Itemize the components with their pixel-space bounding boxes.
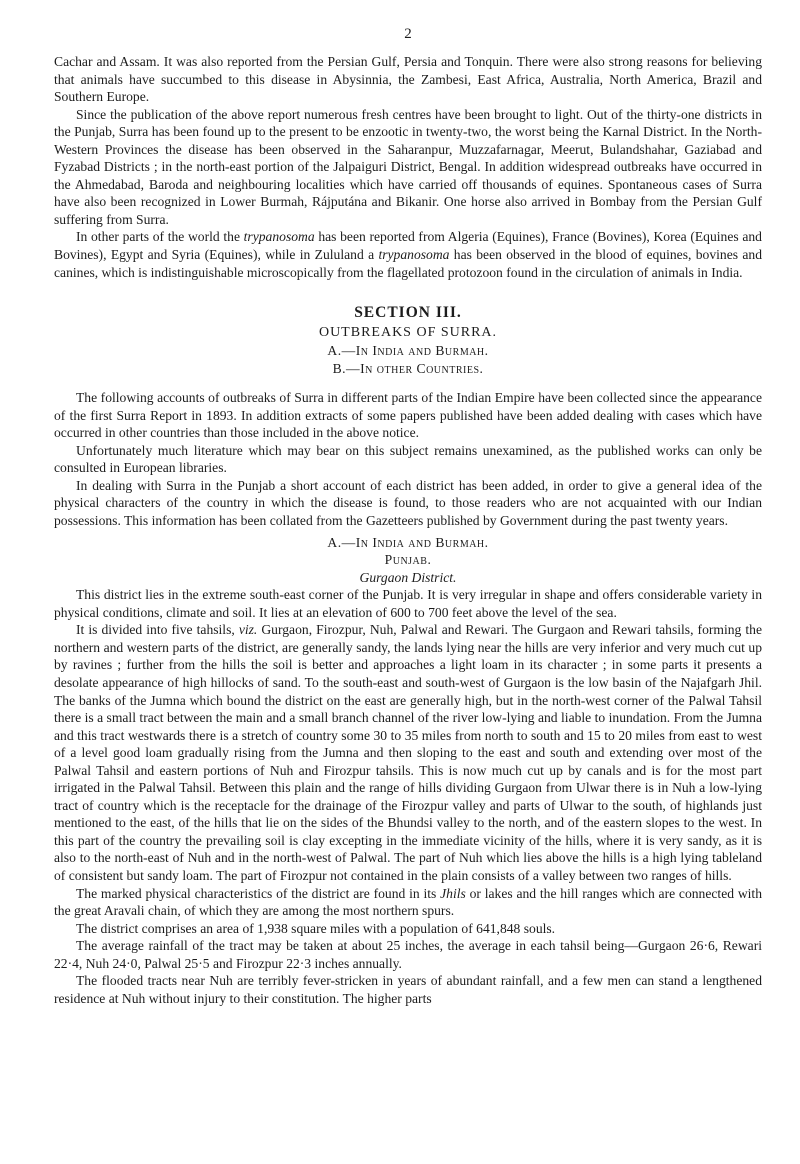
subhead-gurgaon xyxy=(54,569,762,587)
section-subtitle: OUTBREAKS OF SURRA. xyxy=(318,325,498,341)
rainfall-paragraph: The average rainfall of the tract may be taken at about 25 inches, the average in each tahsil being—Gurgaon 26·6, Rewari 22·4, Nuh 24·0, Palwal 25·5 and Firozpur 22·3 inches annually. xyxy=(54,938,762,971)
jhils-pre: The marked physical characteristics of the district are found in its xyxy=(76,885,441,901)
jhils-paragraph xyxy=(54,885,762,920)
subhead-gurgaon-text: Gurgaon District. xyxy=(359,569,457,585)
trypanosoma-mid: has been reported from Algeria (Equines), France (Bovines), Korea (Equines and Bovines), Egypt and Syria (Equines), while in Zululand a xyxy=(54,229,762,263)
subhead-india-burmah: A.—In India and Burmah. xyxy=(327,534,489,550)
section-paragraph-3: In dealing with Surra in the Punjab a short account of each district has been added, in order to give a general idea of the physical characters of the country in which the disease is found, to those readers who are not acquainted with our Indian possessions. This information has been collated from the Gazetteers published by Government during the past twenty years. xyxy=(54,477,762,529)
section-paragraph-1: The following accounts of outbreaks of Surra in different parts of the Indian Empire have been collected since the appearance of the first Surra Report in 1893. In addition extracts of some papers published have been added dealing with cases which have occurred in other countries than those included in the above notice. xyxy=(54,390,762,441)
jhils-post: or lakes and the hill ranges which are connected with the great Aravali chain, of which they are among the most northern spurs. xyxy=(54,885,762,919)
tahsils-viz: viz. xyxy=(238,622,258,638)
fever-paragraph: The flooded tracts near Nuh are terribly fever-stricken in years of abundant rainfall, and a few men can stand a lengthened residence at Nuh without injury to their constitution. The higher parts xyxy=(54,973,762,1006)
section-paragraph-2: Unfortunately much literature which may bear on this subject remains unexamined, as the published works can only be consulted in European libraries. xyxy=(54,442,762,476)
trypanosoma-post: has been observed in the blood of equines, bovines and canines, which is indistinguishable microscopically from the flagellated protozoon found in the circulation of animals in India. xyxy=(54,247,762,280)
area-paragraph: The district comprises an area of 1,938 square miles with a population of 641,848 souls. xyxy=(76,920,556,936)
intro-paragraph-2: Since the publication of the above report numerous fresh centres have been brought to light. Out of the thirty-one districts in the Punjab, Surra has been found up to the present to be enzootic in twenty-two, the worst being the Karnal District. In the North-Western Provinces the disease has been observed in the Saharanpur, Muzzafarnagar, Meerut, Bulandshahar, Gaziabad and Fyzabad Districts ; in the north-east portion of the Jalpaiguri District, Bengal. In addition widespread outbreaks have occurred in the Ahmedabad, Baroda and neighbouring localities which have carried off thousands of equines. Spontaneous cases of Surra have also been recognized in Lower Burmah, Rájputána and Bikanir. One horse also arrived in Bombay from the Persian Gulf suffering from Surra. xyxy=(54,106,762,227)
tahsils-post: Gurgaon, Firozpur, Nuh, Palwal and Rewari. The Gurgaon and Rewari tahsils, forming the northern and western parts of the district, are generally sandy, the lands lying near the hills are very inferior and very much cut up by ravines ; further from the hills the soil is better and approaches a light loam in its character ; in some parts it presents a desolate appearance of high hillocks of sand. To the south-east and south-west of Gurgaon is the low basin of the Najafgarh Jhil. The banks of the Jumna which bound the district on the east are generally high, but in the north-west corner of the Palwal Tahsil there is a small tract between the main and a small branch channel of the river low-lying and liable to inundation. From the Jumna and this tract westwards there is a stretch of country some 30 to 35 miles from north to south and 15 to 20 miles from east to west of a level good loam gradually rising from the Jumna and then sloping to the east and south and extending over most of the Palwal Tahsil and eastern portions of Nuh and Firozpur tahsils. This is now much cut up by canals and is for the most part irrigated in the Palwal Tahsil. Between this plain and the range of hills dividing Gurgaon from Ulwar there is in Nuh a low-lying tract of country which is the receptacle for the drainage of the Firozpur valley and parts of Ulwar to the south, of highlands just mentioned to the east, of the hills that lie on the sides of the Bhundsi valley to the north, and of the eastern slopes to the west. In this part of the country the prevailing soil is clay excepting in the immediate vicinity of the hills, where it is very sandy, as it is also to the north-east of Nuh and in the north-west of Palwal. The part of Nuh which lies above the hills is a high lying tableland of consistent but sandy loam. The part of Firozpur not contained in the plain consists of a valley between two ranges of hills. xyxy=(54,622,762,883)
subhead-punjab: Punjab. xyxy=(384,552,432,568)
trypanosoma-term-2: trypanosoma xyxy=(378,247,450,263)
section-part-b: B.—In other Countries. xyxy=(332,360,484,376)
spacer xyxy=(54,377,762,389)
jhils-term: Jhils xyxy=(440,885,466,901)
trypanosoma-term-1: trypanosoma xyxy=(243,229,315,245)
page-number: 2 xyxy=(404,26,412,42)
trypanosoma-paragraph xyxy=(54,228,762,281)
section-part-a: A.—In India and Burmah. xyxy=(327,343,489,359)
district-paragraph: This district lies in the extreme south-east corner of the Punjab. It is very irregular in shape and offers considerable variety in physical conditions, climate and soil. It lies at an elevation of 600 to 700 feet above the level of the sea. xyxy=(54,587,762,620)
intro-paragraph-1: Cachar and Assam. It was also reported from the Persian Gulf, Persia and Tonquin. There were also strong reasons for believing that animals have succumbed to this disease in Abysinnia, the Zambesi, East Africa, Australia, North America, Brazil and Southern Europe. xyxy=(54,54,762,105)
section-title: SECTION III. xyxy=(354,304,462,322)
trypanosoma-pre: In other parts of the world the xyxy=(76,229,244,245)
tahsils-paragraph xyxy=(54,621,762,884)
tahsils-pre: It is divided into five tahsils, xyxy=(76,622,239,638)
